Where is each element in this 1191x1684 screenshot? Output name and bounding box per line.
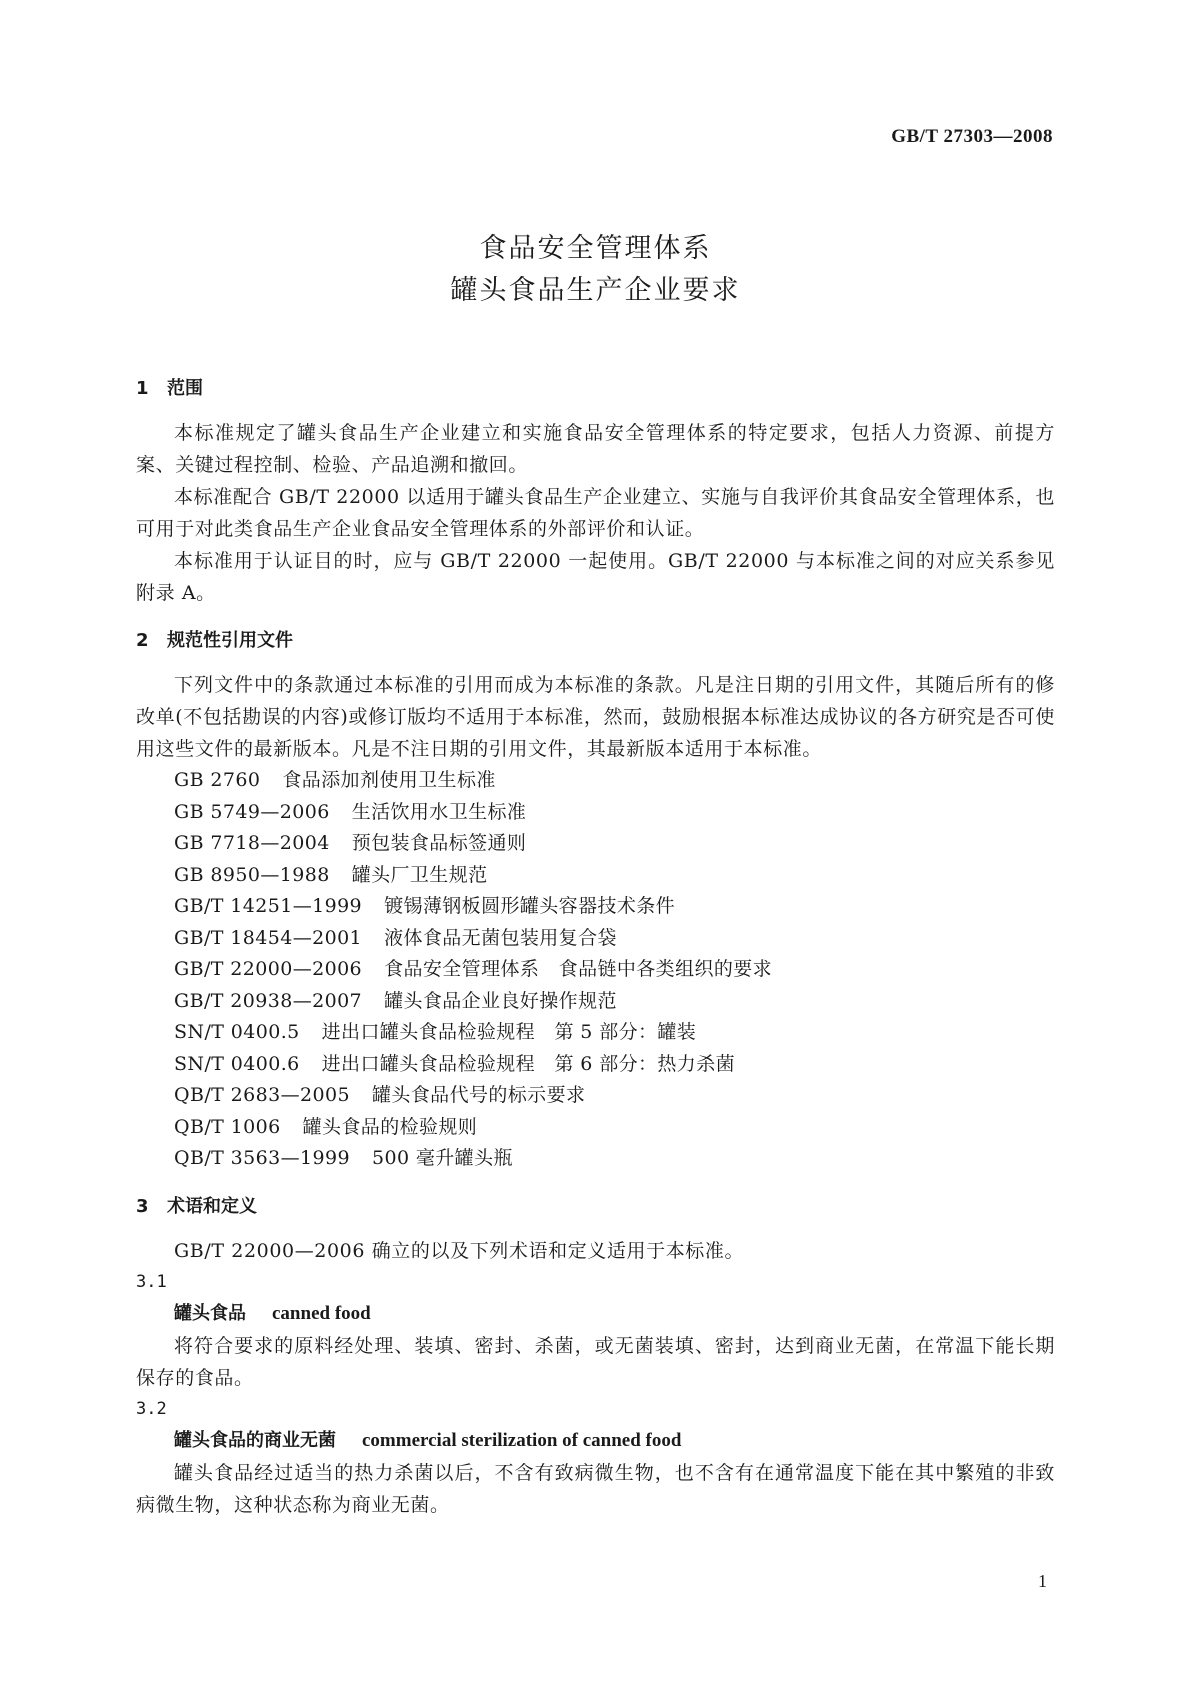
section-number: 3 bbox=[136, 1195, 149, 1217]
section-heading-normative-references bbox=[136, 626, 1055, 656]
paragraph: GB/T 22000—2006 确立的以及下列术语和定义适用于本标准。 bbox=[174, 1239, 745, 1262]
term-chinese: 罐头食品 bbox=[174, 1302, 246, 1324]
reference-code: QB/T 3563—1999 bbox=[174, 1147, 350, 1169]
section-number: 1 bbox=[136, 378, 149, 399]
reference-title: 罐头食品的检验规则 bbox=[302, 1115, 478, 1138]
reference-code: QB/T 2683—2005 bbox=[174, 1084, 350, 1106]
reference-code: SN/T 0400.5 bbox=[174, 1021, 300, 1043]
reference-code: GB/T 22000—2006 bbox=[174, 958, 363, 980]
reference-list bbox=[136, 765, 1055, 1175]
term-definition: 将符合要求的原料经处理、装填、密封、杀菌，或无菌装填、密封，达到商业无菌，在常温下能长期保存的食品。 bbox=[136, 1334, 1055, 1389]
reference-title: 进出口罐头食品检验规程 第 6 部分：热力杀菌 bbox=[321, 1052, 736, 1075]
reference-item bbox=[136, 986, 1055, 1018]
reference-code: QB/T 1006 bbox=[174, 1115, 281, 1138]
title-line-1: 食品安全管理体系 bbox=[479, 233, 712, 264]
reference-item bbox=[136, 797, 1055, 829]
section-heading-scope bbox=[136, 374, 1055, 404]
paragraph: 本标准规定了罐头食品生产企业建立和实施食品安全管理体系的特定要求，包括人力资源、前提方案、关键过程控制、检验、产品追溯和撤回。 bbox=[136, 422, 1055, 476]
reference-item bbox=[136, 860, 1055, 892]
reference-title: 罐头食品代号的标示要求 bbox=[371, 1084, 586, 1106]
reference-item bbox=[136, 1112, 1055, 1144]
clause-number: 3.1 bbox=[136, 1271, 167, 1292]
term-english: commercial sterilization of canned food bbox=[362, 1429, 682, 1451]
reference-code: GB 5749—2006 bbox=[174, 800, 330, 823]
reference-title: 罐头食品企业良好操作规范 bbox=[384, 989, 617, 1012]
clause-number: 3.2 bbox=[136, 1398, 167, 1419]
reference-title: 镀锡薄钢板圆形罐头容器技术条件 bbox=[384, 895, 676, 917]
term-entry bbox=[136, 1424, 1055, 1457]
section-title: 范围 bbox=[167, 378, 203, 399]
paragraph: 本标准配合 GB/T 22000 以适用于罐头食品生产企业建立、实施与自我评价其食品安全管理体系，也可用于对此类食品生产企业食品安全管理体系的外部评价和认证。 bbox=[136, 486, 1055, 540]
document-body bbox=[136, 374, 1055, 1521]
reference-title: 预包装食品标签通则 bbox=[351, 832, 527, 854]
reference-code: GB/T 14251—1999 bbox=[174, 895, 363, 917]
reference-title: 进出口罐头食品检验规程 第 5 部分：罐装 bbox=[321, 1021, 697, 1043]
term-chinese: 罐头食品的商业无菌 bbox=[174, 1429, 336, 1451]
page-number: 1 bbox=[1038, 1571, 1047, 1591]
reference-item bbox=[136, 765, 1055, 797]
reference-item bbox=[136, 954, 1055, 986]
paragraph: 本标准用于认证目的时，应与 GB/T 22000 一起使用。GB/T 22000 与本标准之间的对应关系参见附录 A。 bbox=[136, 550, 1055, 604]
term-english: canned food bbox=[272, 1302, 371, 1324]
reference-code: GB/T 20938—2007 bbox=[174, 989, 363, 1012]
standard-code: GB/T 27303—2008 bbox=[891, 126, 1053, 147]
reference-code: GB 7718—2004 bbox=[174, 832, 330, 854]
reference-item bbox=[136, 1143, 1055, 1175]
reference-code: GB 8950—1988 bbox=[174, 863, 330, 886]
reference-title: 液体食品无菌包装用复合袋 bbox=[384, 926, 617, 949]
document-title bbox=[0, 228, 1191, 312]
reference-item bbox=[136, 891, 1055, 923]
reference-title: 生活饮用水卫生标准 bbox=[351, 800, 527, 823]
paragraph: 下列文件中的条款通过本标准的引用而成为本标准的条款。凡是注日期的引用文件，其随后所有的修改单(不包括勘误的内容)或修订版均不适用于本标准，然而，鼓励根据本标准达成协议的各方研究是否可使用这些文件的最新版本。凡是不注日期的引用文件，其最新版本适用于本标准。 bbox=[136, 674, 1055, 760]
title-line-2: 罐头食品生产企业要求 bbox=[450, 275, 741, 306]
reference-code: GB 2760 bbox=[174, 769, 261, 791]
term-definition: 罐头食品经过适当的热力杀菌以后，不含有致病微生物，也不含有在通常温度下能在其中繁殖的非致病微生物，这种状态称为商业无菌。 bbox=[136, 1461, 1055, 1516]
reference-item bbox=[136, 1049, 1055, 1081]
term-entry bbox=[136, 1297, 1055, 1330]
reference-title: 500 毫升罐头瓶 bbox=[371, 1147, 513, 1169]
section-heading-terms-definitions bbox=[136, 1192, 1055, 1222]
reference-code: SN/T 0400.6 bbox=[174, 1052, 300, 1075]
reference-title: 食品安全管理体系 食品链中各类组织的要求 bbox=[384, 958, 773, 980]
section-title: 术语和定义 bbox=[167, 1195, 257, 1217]
reference-item bbox=[136, 1080, 1055, 1112]
reference-title: 食品添加剂使用卫生标准 bbox=[282, 769, 496, 791]
section-number: 2 bbox=[136, 630, 149, 651]
reference-item bbox=[136, 828, 1055, 860]
reference-title: 罐头厂卫生规范 bbox=[351, 863, 488, 886]
reference-code: GB/T 18454—2001 bbox=[174, 926, 363, 949]
reference-item bbox=[136, 1017, 1055, 1049]
section-title: 规范性引用文件 bbox=[167, 630, 293, 651]
reference-item bbox=[136, 923, 1055, 955]
